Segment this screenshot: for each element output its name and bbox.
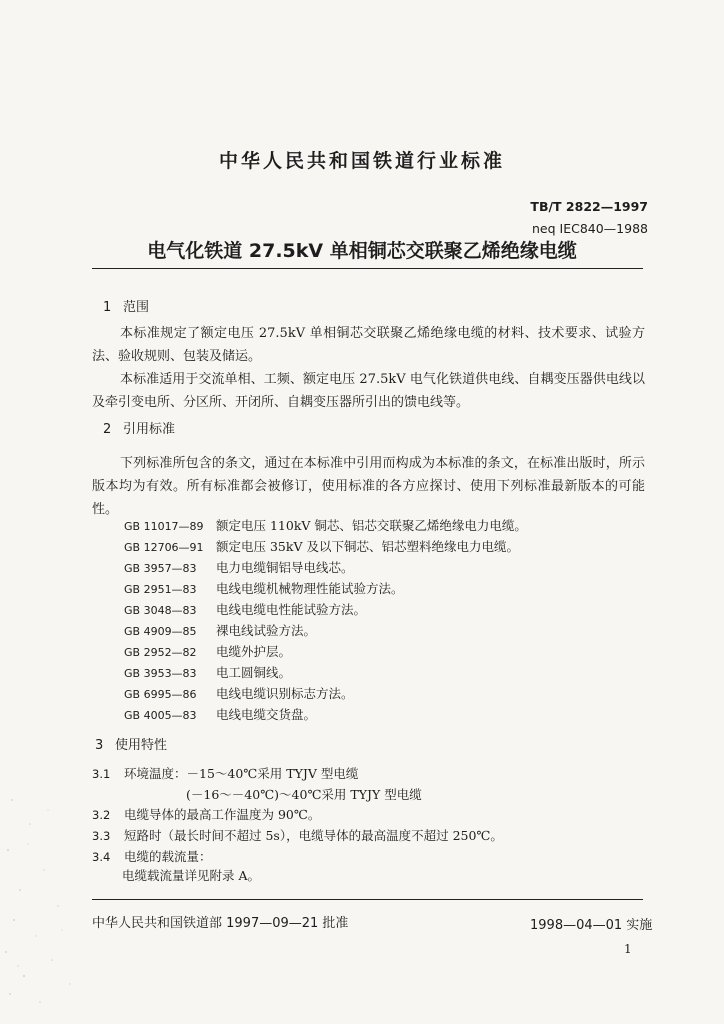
reference-item xyxy=(124,579,404,597)
reference-code: GB 2951—83 xyxy=(124,583,197,596)
reference-name: 裸电线试验方法。 xyxy=(216,623,317,638)
item-number: 3.3 xyxy=(92,829,111,843)
item-number: 3.1 xyxy=(92,767,111,781)
reference-item xyxy=(124,663,291,681)
reference-name: 电力电缆铜铝导电线芯。 xyxy=(216,560,354,575)
section-number: 1 xyxy=(103,300,112,315)
item-number: 3.2 xyxy=(92,808,111,822)
reference-item xyxy=(124,537,519,555)
title-divider xyxy=(92,268,643,269)
scope-paragraph-2: 本标准适用于交流单相、工频、额定电压 27.5kV 电气化铁道供电线、自耦变压器供电线以及牵引变电所、分区所、开闭所、自耦变压器所引出的馈电线等。 xyxy=(92,372,645,410)
item-text: 短路时（最长时间不超过 5s），电缆导体的最高温度不超过 250℃。 xyxy=(124,828,503,843)
reference-item xyxy=(124,600,366,618)
section-heading-usage xyxy=(95,734,167,753)
standard-category-heading: 中华人民共和国铁道行业标准 xyxy=(218,150,505,172)
approval-line: 中华人民共和国铁道部 1997—09—21 批准 xyxy=(92,916,349,931)
reference-code: GB 3953—83 xyxy=(124,667,197,680)
reference-item xyxy=(124,621,316,639)
reference-code: GB 2952—82 xyxy=(124,646,197,659)
references-intro-paragraph: 下列标准所包含的条文，通过在本标准中引用而构成为本标准的条文，在标准出版时，所示版本均为有效。所有标准都会被修订，使用标准的各方应探讨、使用下列标准最新版本的可能性。 xyxy=(92,456,645,517)
usage-item xyxy=(92,826,503,844)
reference-code: GB 3957—83 xyxy=(124,562,197,575)
document-title: 电气化铁道 27.5kV 单相铜芯交联聚乙烯绝缘电缆 xyxy=(147,240,577,262)
reference-code: GB 3048—83 xyxy=(124,604,197,617)
item-text: 电缆的载流量： xyxy=(124,849,212,864)
reference-code: GB 11017—89 xyxy=(124,520,204,533)
reference-name: 电线电缆电性能试验方法。 xyxy=(216,602,367,617)
section-title: 范围 xyxy=(123,300,150,315)
usage-item-continuation: (－16～－40℃)～40℃采用 TYJY 型电缆 xyxy=(186,787,422,802)
reference-code: GB 4005—83 xyxy=(124,709,197,722)
standard-equivalence: neq IEC840—1988 xyxy=(531,221,648,236)
standard-code: TB/T 2822—1997 xyxy=(530,199,648,214)
reference-code: GB 6995—86 xyxy=(124,688,197,701)
reference-item xyxy=(124,516,527,534)
reference-name: 电工圆铜线。 xyxy=(216,665,292,680)
reference-code: GB 12706—91 xyxy=(124,541,204,554)
section-title: 使用特性 xyxy=(115,738,168,753)
reference-item xyxy=(124,642,291,660)
reference-name: 电线电缆交货盘。 xyxy=(216,707,317,722)
page-number: 1 xyxy=(624,942,632,956)
section-heading-scope xyxy=(103,296,149,315)
usage-item xyxy=(92,847,212,865)
item-number: 3.4 xyxy=(92,850,111,864)
usage-item xyxy=(92,805,320,823)
section-heading-references xyxy=(103,418,175,437)
footer-divider xyxy=(92,899,643,900)
section-number: 2 xyxy=(103,422,112,437)
reference-item xyxy=(124,684,354,702)
section-title: 引用标准 xyxy=(123,422,176,437)
usage-item-continuation: 电缆载流量详见附录 A。 xyxy=(122,868,261,883)
reference-name: 电缆外护层。 xyxy=(216,644,292,659)
reference-item xyxy=(124,558,354,576)
section-number: 3 xyxy=(95,738,104,753)
reference-name: 额定电压 110kV 铜芯、铝芯交联聚乙烯绝缘电力电缆。 xyxy=(216,518,527,533)
scan-noise-texture xyxy=(0,780,90,1010)
item-text: 环境温度：－15～40℃采用 TYJV 型电缆 xyxy=(124,766,359,781)
reference-name: 额定电压 35kV 及以下铜芯、铝芯塑料绝缘电力电缆。 xyxy=(216,539,519,554)
reference-name: 电线电缆机械物理性能试验方法。 xyxy=(216,581,404,596)
implementation-date: 1998—04—01 实施 xyxy=(530,918,653,933)
item-text: 电缆导体的最高工作温度为 90℃。 xyxy=(124,807,321,822)
scope-paragraph-1: 本标准规定了额定电压 27.5kV 单相铜芯交联聚乙烯绝缘电缆的材料、技术要求、试验方法、验收规则、包装及储运。 xyxy=(92,326,645,364)
reference-item xyxy=(124,705,316,723)
reference-code: GB 4909—85 xyxy=(124,625,197,638)
usage-item xyxy=(92,764,358,782)
reference-name: 电线电缆识别标志方法。 xyxy=(216,686,354,701)
